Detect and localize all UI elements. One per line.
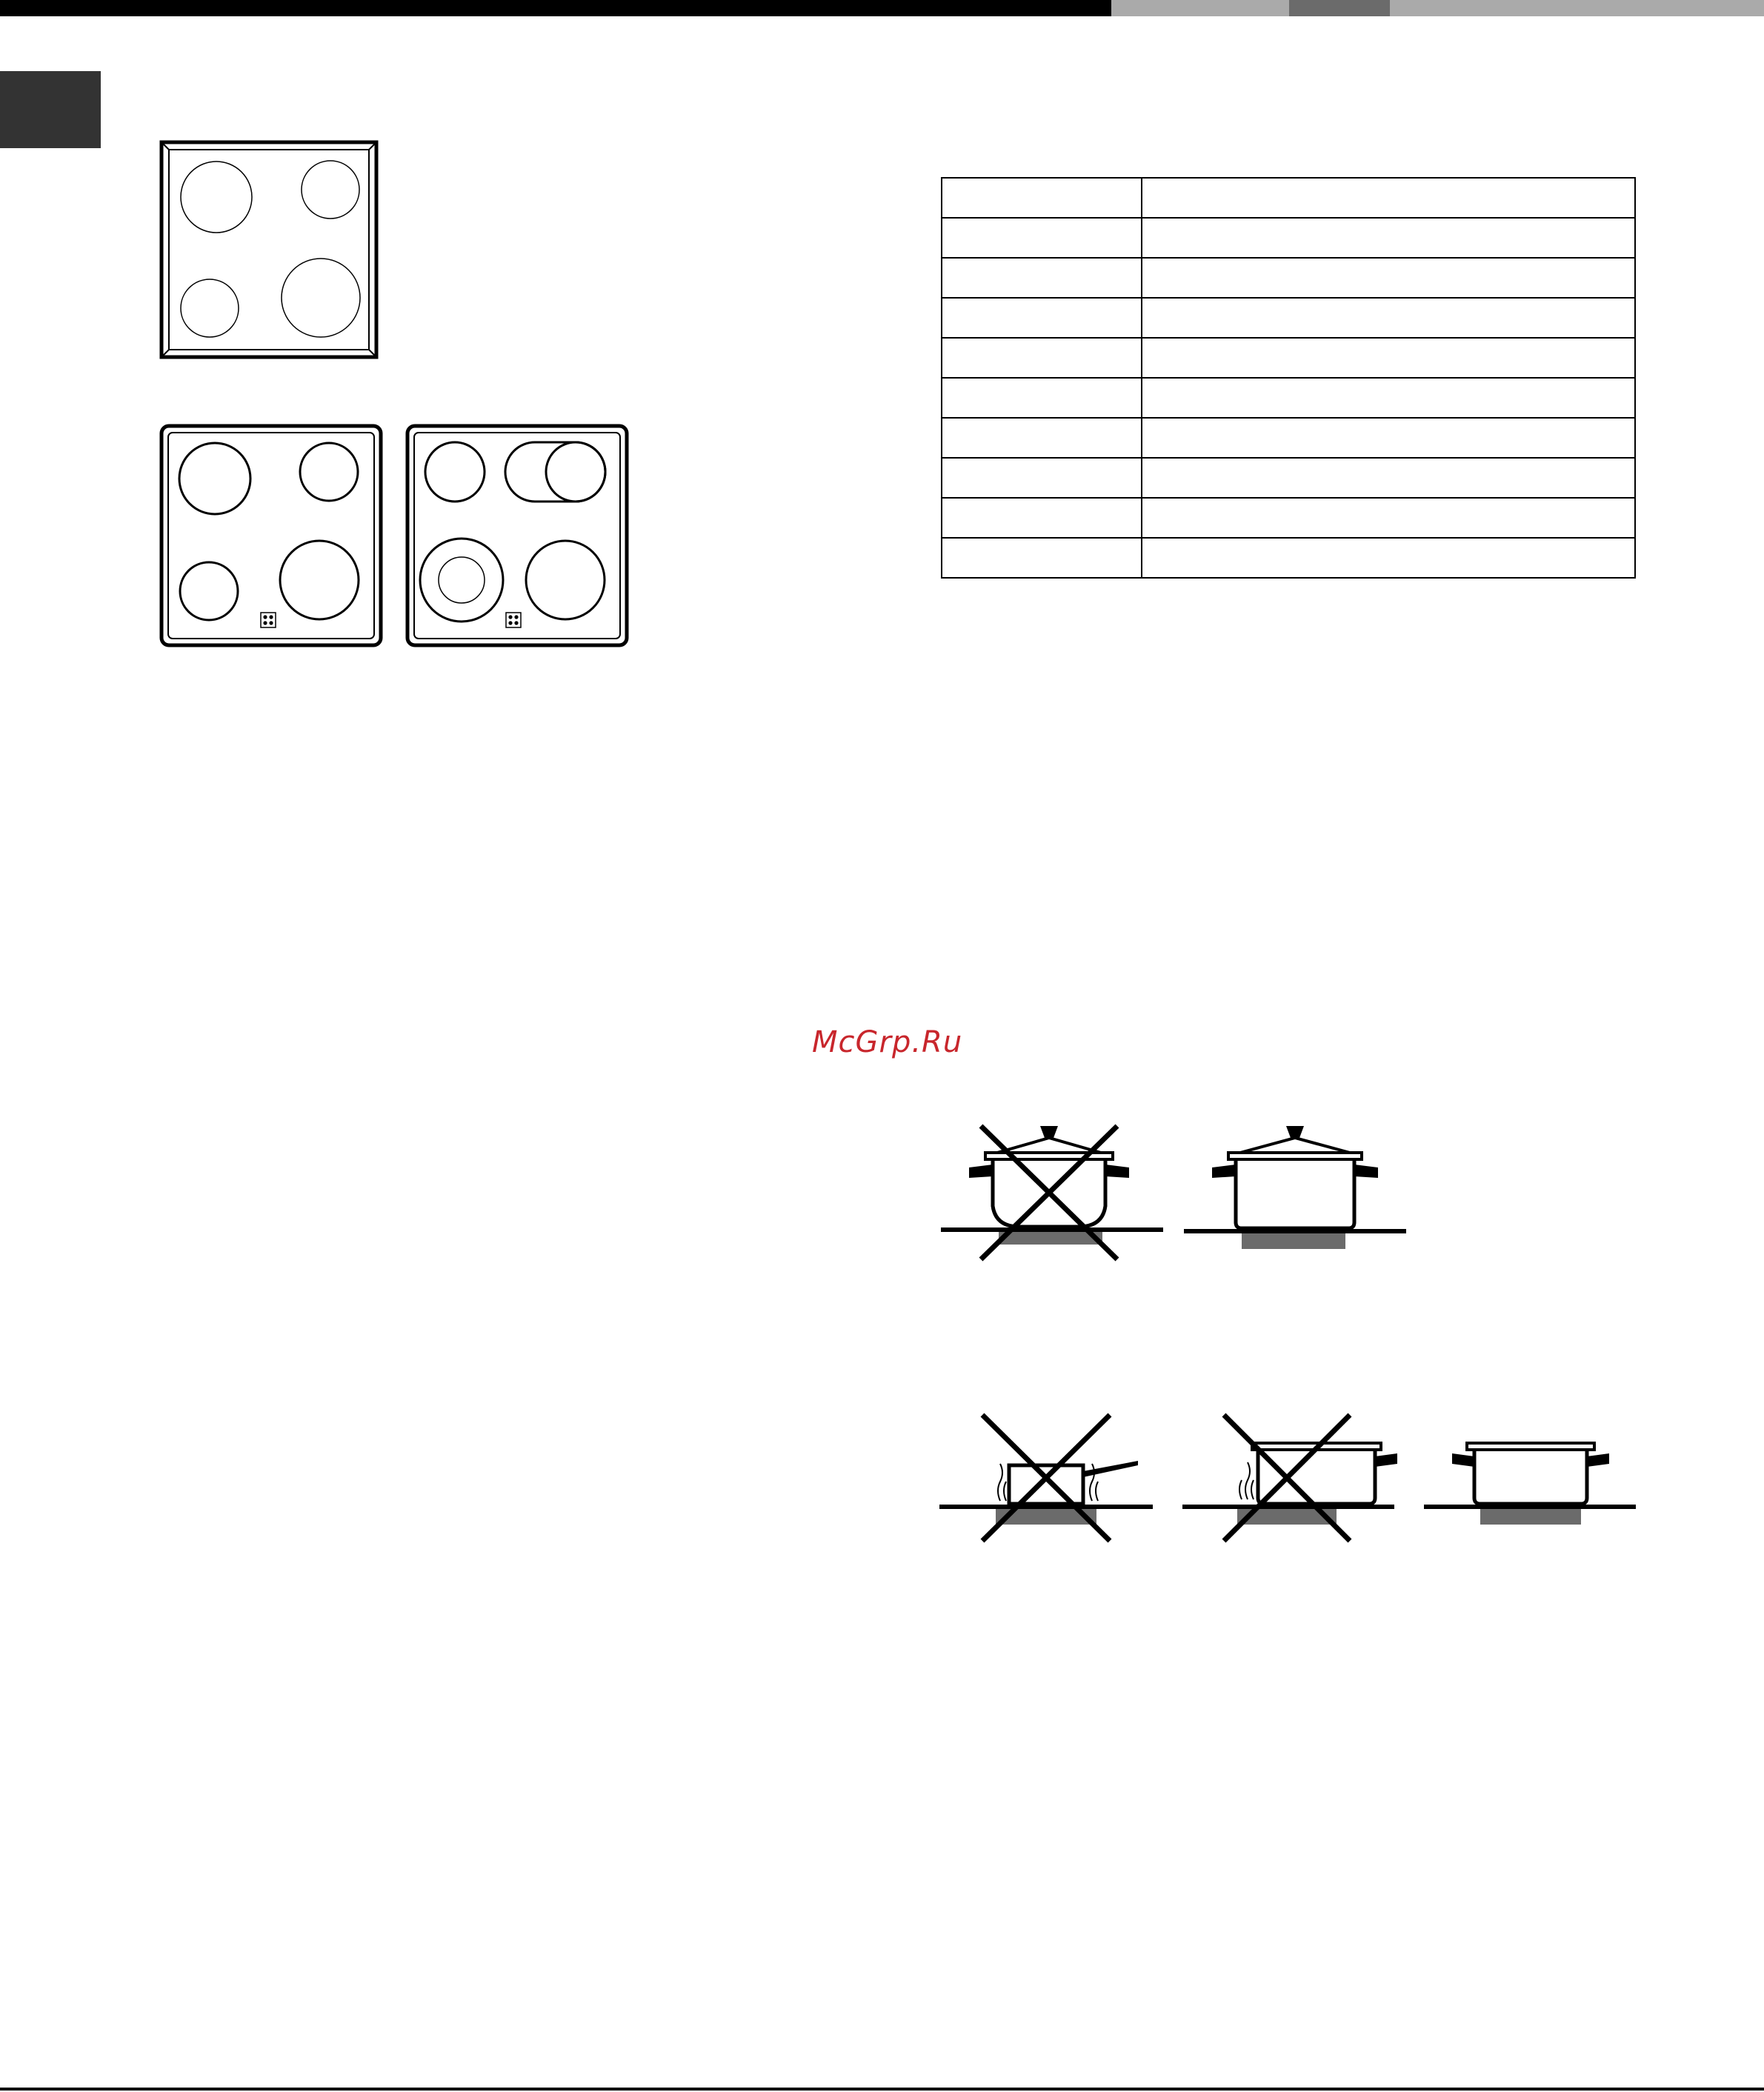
table-cell — [942, 338, 1142, 378]
table-cell — [1142, 458, 1635, 498]
cooking-zone — [425, 442, 485, 502]
table-row — [942, 538, 1635, 578]
header-bar-grey-dark — [1289, 0, 1390, 16]
table-cell — [942, 418, 1142, 458]
cooking-zone — [300, 443, 358, 501]
table-row — [942, 258, 1635, 298]
pot-examples-row-2 — [938, 1408, 1642, 1548]
table-row — [942, 378, 1635, 418]
cooking-zone — [280, 541, 359, 619]
table-cell — [942, 378, 1142, 418]
cooking-zone — [302, 161, 359, 219]
dual-cooking-zone — [420, 539, 503, 622]
table-row — [942, 418, 1635, 458]
table-row — [942, 298, 1635, 338]
table-cell — [1142, 338, 1635, 378]
matching-pot-correct — [1424, 1443, 1636, 1525]
table-cell — [1142, 538, 1635, 578]
table-row — [942, 338, 1635, 378]
hob-four-zones-with-indicator — [162, 426, 381, 645]
cooking-zone — [282, 259, 360, 337]
header-bar-black — [0, 0, 1111, 16]
cooking-zone — [181, 279, 239, 337]
hob-dual-and-oval-zones-with-indicator — [407, 426, 627, 645]
table-cell — [942, 498, 1142, 538]
table-cell — [942, 178, 1142, 218]
table-cell — [942, 298, 1142, 338]
language-tab — [0, 71, 101, 148]
residual-heat-indicator-icon — [261, 613, 276, 627]
header-bar-grey-light-end — [1390, 0, 1764, 16]
flat-base-pot-correct — [1184, 1126, 1406, 1249]
cooking-zone — [181, 161, 252, 233]
table-row — [942, 498, 1635, 538]
table-cell — [942, 538, 1142, 578]
table-row — [942, 218, 1635, 258]
table-cell — [942, 458, 1142, 498]
oversized-pot-wrong — [1182, 1415, 1397, 1541]
header-bar-grey-light — [1111, 0, 1289, 16]
hob-diagrams — [156, 137, 637, 648]
specifications-table — [941, 177, 1636, 579]
cooking-zone — [179, 443, 250, 514]
table-cell — [1142, 178, 1635, 218]
residual-heat-indicator-icon — [506, 613, 521, 627]
warped-base-pot-wrong — [941, 1126, 1163, 1259]
table-cell — [1142, 418, 1635, 458]
table-cell — [942, 218, 1142, 258]
hob-four-zones — [162, 142, 376, 357]
table-row — [942, 178, 1635, 218]
cooking-zone — [180, 562, 238, 620]
table-cell — [1142, 258, 1635, 298]
table-cell — [1142, 378, 1635, 418]
watermark: McGrp.Ru — [812, 1025, 963, 1059]
table-row — [942, 458, 1635, 498]
pot-examples-row-1 — [939, 1119, 1414, 1267]
table-cell — [1142, 298, 1635, 338]
table-cell — [942, 258, 1142, 298]
small-pot-wrong — [939, 1415, 1153, 1541]
table-cell — [1142, 498, 1635, 538]
table-cell — [1142, 218, 1635, 258]
footer-rule — [0, 2088, 1764, 2091]
cooking-zone — [526, 541, 605, 619]
